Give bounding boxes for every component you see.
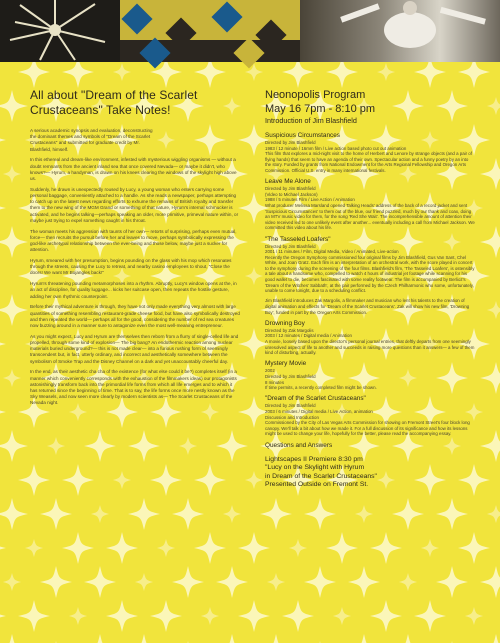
entry-meta: Directed by Jim Blashfield 2003 / 6 minutes / Digital media / Live Action, animation Discussion and Introduction xyxy=(265,403,373,420)
entry-title: Drowning Boy xyxy=(265,319,305,327)
essay-title-line2: Crustaceans" Take Notes! xyxy=(30,103,171,117)
entry-desc: Recently the Oregon Symphony commissioned four original films by Jim Blashfield, Gus Van Sant, Chel White, and Joan Gratz. Each film is an interpretation of an orchestral work, with the score played in concert to the symphony during the screening of the four films. Blashfield's film, 'The Tasseled Loafers', is ostensibly a tale about a handsome who, compelled to watch 4 hours of industrial jet footage while scanning for his good wallet to die, becomes fascinated with some reality footwear. The film is accompanied by Berlioz's 'Dream of the Witches' Sabbath', at the pair performed by the Czech Philharmonic who some, unfortunately, unable to come tonight, due to a scheduling conflict. xyxy=(265,254,475,294)
entry-meta: 2002 Directed by Jim Blashfield 8 minutes xyxy=(265,368,316,385)
performer-photo xyxy=(300,0,500,62)
essay-paragraph: Hyrum's threatening pounding metamorphoses into a rhythm. Abruptly, Lucy's window opens at the, in an act of discipline, for quality luggage... kicks her suitcase open, then repeats the hostile gesture, adding her own rhythmic counterpoint. xyxy=(30,281,237,299)
essay-body xyxy=(30,157,240,406)
entry-title: Leave Me Alone xyxy=(265,178,311,186)
entry-meta: Directed by Jim Blashfield 1983 / 12 minute / 16mm film / Live action based photo cut out animation xyxy=(265,140,407,151)
program-column xyxy=(265,88,475,490)
essay-paragraph: Suddenly, he drawn is unexpectedly roused by Lucy, a young woman who enters carrying some personal baggage, conveniently attached to a handle. As she reads a newspaper, perhaps attempting to catch up on the latest news regarding efforts to exhume the remains of British royalty and transfer them to the new wing of the MGM Grand or something of that nature, Hyrum's internal schmucker is activated, and he begins talking—perhaps speaking an older, more primitive, primeval nature within, or maybe just trying to expel something caught in his throat. xyxy=(30,186,239,223)
essay-paragraph: Before their mythical adventure is through, they have not only made everything very almost with large quantities of something resembling restaurant-grade cheese food, but have also symbolically destroyed and then repeated the world— perhaps all for the good, considering the number of red sea creatures now buzzing around in a manner sure to antagonize even the most well-meaning entrepreneur. xyxy=(30,304,240,329)
entry-meta: Directed by Jim Blashfield 2001 / 11 minutes / Film, Digital Media, Video / Animated, Live-action xyxy=(265,243,399,255)
essay-title xyxy=(30,88,240,118)
program-title: Neonopolis Program xyxy=(265,89,366,101)
entry-title: "Dream of the Scarlet Crustaceans" xyxy=(265,395,366,403)
entry-title: Questions and Answers xyxy=(265,441,333,449)
footer-line4: Presented Outside on Fremont St. xyxy=(265,481,369,489)
program-entry xyxy=(265,320,475,356)
footer-line2: "Lucy on the Skylight with Hyrum xyxy=(265,464,365,472)
entry-desc: Commissioned by the City of Las Vegas Arts Commission for showing on Fremont Street's four block long canopy. We'll talk a bit about how we made it. For a full discussion of its significance and how its lessons might be used to change your life, hopefully for the better, please read the accompanying essay. xyxy=(265,420,470,437)
entry-title: Mystery Movie xyxy=(265,360,307,368)
entry-desc: What producer Melissa Marsland opened Talking Heads' address of the back of a record jacket and sent 'Suspicious Circumstances' to them out of the blue, our friend puzzled, much by our thank and coax, doing an MTV music video for them, for the song 'Red She Wait'. The incomprehensible amount of attention their video received led to one unlikely event after another... eventually including a call from Michael Jackson. We committed this video about his life. xyxy=(265,202,475,231)
header-banner xyxy=(0,0,500,62)
program-entry xyxy=(265,298,475,315)
entry-desc: This film that explores a mid-night visit to the home of Herbert and Lenore by strange objects (and a pair of flying hands) that seem to have an agenda of their own. Spectacular action and a funny poetry by an into the story. Funded by grants from National Endowment for the Arts Regional Fellowship and Oregon Arts Commission. Official U.S. entry in many international festivals. xyxy=(265,151,472,173)
program-entry xyxy=(265,236,475,294)
program-entry xyxy=(265,178,475,231)
starburst-panel xyxy=(0,0,120,62)
entry-title: "The Tasseled Loafers" xyxy=(265,235,331,243)
entry-desc: If time permits, a recently completed film might be shown. xyxy=(265,385,377,391)
program-intro: Introduction of Jim Blashfield xyxy=(265,116,357,125)
entry-desc: A movie, loosely based upon the director's personal journal entries, that deftly departs from one seemingly unresolved aspect of life to another and succeeds in raising more questions than it answers— a few of them kind of disturbing, actually. xyxy=(265,339,475,356)
essay-paragraph: Hyrum, smeared with her presumption, begins pounding on the glass with his mop which resonates through the streets, causing the Lucy to retreat, and nearby casino employees to shout, "Close the doors! We want Mr Bojangles back!" xyxy=(30,258,232,276)
entry-desc: Jim Blashfield introduces Zak Margolis, a filmmaker and musician who lent his talents to the creation of digital animation and effects for 'Dream of the Scarlet Crustaceans'. Zak will show his new film, 'Drowning Boy', funded in part by the Oregon Arts Commission. xyxy=(265,298,470,315)
starburst-icon xyxy=(0,0,120,62)
footer-line3: in Dream of the Scarlet Crustaceans" xyxy=(265,472,377,480)
essay-intro: A serious academic synopsis and evaluation, deconstructing the dominant themes and symbols of "Dream of the Scarlet Crustaceans" and submitted for graduate credit by Mr. Blashfield, himself. xyxy=(30,128,153,152)
lightscapes-footer xyxy=(265,456,475,490)
footer-line1: Lightscapes II Premiere 8:30 pm xyxy=(265,455,363,463)
checker-panel xyxy=(120,0,300,62)
entry-title: Suspicious Circumstances xyxy=(265,132,340,139)
program-entry xyxy=(265,360,475,390)
essay-title-line1: All about "Dream of the Scarlet xyxy=(30,88,198,102)
entry-meta: Directed by Jim Blashfield (Video to Michael Jackson) 1988 / 5 minutes Film / Live Action / Animation xyxy=(265,186,355,203)
program-entries xyxy=(265,132,475,450)
essay-paragraph: The woman meets his aggression with taunts of her own— retorts of surprising, perhaps even mutual, force— then recruits the pursuit before her and leaves to move, perhaps symbolically expressing the god-like archetypal relationship between the ever-being and those below, maybe just a sucker for attention. xyxy=(30,228,237,253)
essay-paragraph: As you might expect, Lucy and Hyrum are themselves then reborn from a flurry of single-celled life and propelled, through some kind of explosion— The big bang? An endothermic reaction among nuclear materials buried underground?— this is not made clear— into a furious rushing form of seemingly transcendent but, in fact, utterly ordinary, and incorrect and aesthetically somewhere between the symbolism of Smoke Trap and the Disney Channel on a dark and yet unaccountably cheerful day. xyxy=(30,333,239,364)
essay-paragraph: In the end, as their aesthetic cha cha of the existence (for what else could it be?) completes itself (in a manner which conveniently corresponds with the exhaustion of the filmmakers ideas) our protagonists astonishingly transform back into the primordial life forms from which all life emerges and to which it has returned since the beginning of time. That is to say, the life forms once more nestly known as the Sky Weasels, and now seen more clearly by modern scientists as— The Scarlet Crustaceans of the Nevada night. xyxy=(30,369,237,406)
program-entry xyxy=(265,132,475,174)
program-date: May 16 7pm - 8:10 pm xyxy=(265,103,376,115)
program-entry xyxy=(265,395,475,437)
entry-meta: Directed by Zak Margolis 2003 / 12 minutes / Digital media / Animation xyxy=(265,327,352,339)
essay-column xyxy=(30,88,240,411)
program-entry xyxy=(265,442,475,450)
essay-paragraph: In this ethereal and dream-like environment, infested with mysterious wiggling organisms — without a doubt remnants from the ancient inland sea that once covered Nevada— or maybe it didn't, who knows?— Hyrum, a handyman, is drawn on his knees clearing the windows of the skylight high above us. xyxy=(30,157,237,182)
